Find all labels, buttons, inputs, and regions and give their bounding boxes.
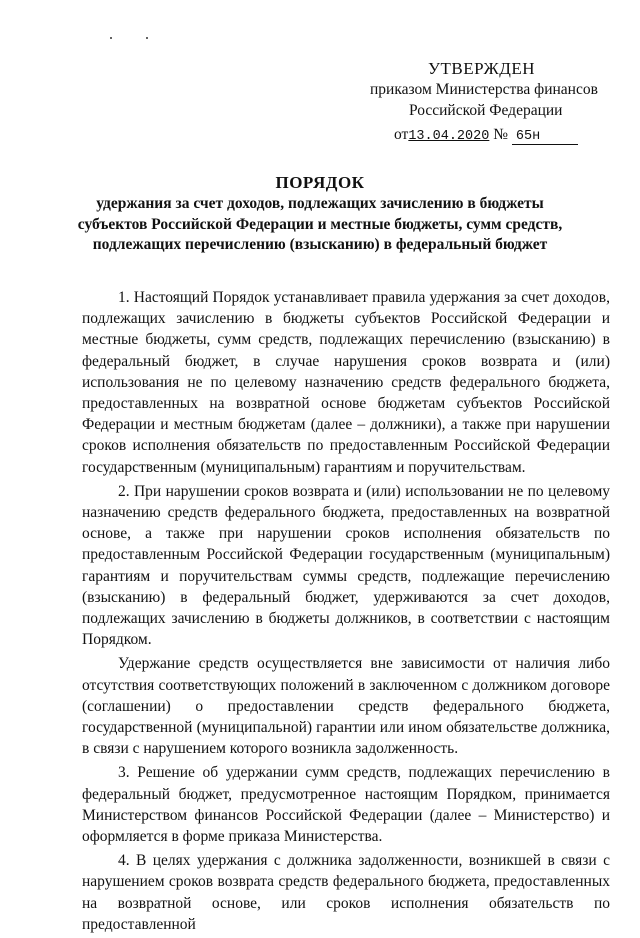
approval-line-country: Российской Федерации (409, 102, 563, 119)
approval-line-order: приказом Министерства финансов (370, 81, 598, 98)
paragraph-2-continuation: Удержание средств осуществляется вне зависимости от наличия либо отсутствия соответствующих положений в заключенном с должником договоре (соглашении) о предоставлении средств федерального бюджета, государственной (муниципальной) гарантии или ином обязательстве должника, в связи с нарушением которого возникла задолженность. (82, 655, 610, 758)
title-main: ПОРЯДОК (275, 173, 365, 192)
paragraph-2: 2. При нарушении сроков возврата и (или) использовании не по целевому назначению средств федерального бюджета, предоставленных на возвратной основе, а также при нарушении сроков исполнения обязательств по предоставленным Российской Федерации государственным (муниципальным) гарантиям и поручительствам суммы средств, подлежащие перечислению (взысканию) в федеральный бюджет, удерживаются за счет доходов, подлежащих зачислению в бюджеты должников, в соответствии с настоящим Порядком. (82, 482, 610, 649)
date-prefix: от (394, 126, 409, 143)
scan-speck (146, 37, 148, 39)
approval-date-line (350, 124, 610, 147)
scan-speck (110, 37, 112, 39)
paragraph-1: 1. Настоящий Порядок устанавливает правила удержания за счет доходов, подлежащих зачислению в бюджеты субъектов Российской Федерации и местные бюджеты, сумм средств, подлежащих перечислению (взысканию) в федеральный бюджет, в случае нарушения сроков возврата и (или) использования не по целевому назначению средств федерального бюджета, предоставленных на возвратной основе бюджетам субъектов Российской Федерации и местным бюджетам (далее – должники), а также при нарушении сроков исполнения обязательств по предоставленным Российской Федерации государственным (муниципальным) гарантиям и поручительствам. (82, 289, 610, 476)
paragraph-4: 4. В целях удержания с должника задолженности, возникшей в связи с нарушением сроков возврата средств федерального бюджета, предоставленных на возвратной основе, или сроков исполнения обязательств по предоставленной (82, 852, 610, 933)
document-title (60, 172, 580, 256)
approval-heading: УТВЕРЖДЕН (428, 59, 535, 78)
document-body (82, 287, 610, 938)
paragraph-3: 3. Решение об удержании сумм средств, подлежащих перечислению в федеральный бюджет, предусмотренное настоящим Порядком, принимается Министерством финансов Российской Федерации (далее – Министерство) и оформляется в форме приказа Министерства. (82, 764, 610, 846)
approval-number: 65н (512, 129, 578, 145)
number-sign: № (493, 126, 509, 143)
approval-block (350, 58, 610, 147)
approval-date: 13.04.2020 (408, 129, 490, 144)
title-subtitle: удержания за счет доходов, подлежащих зачислению в бюджеты субъектов Российской Федерации и местные бюджеты, сумм средств, подлежащих перечислению (взысканию) в федеральный бюджет (77, 195, 563, 253)
